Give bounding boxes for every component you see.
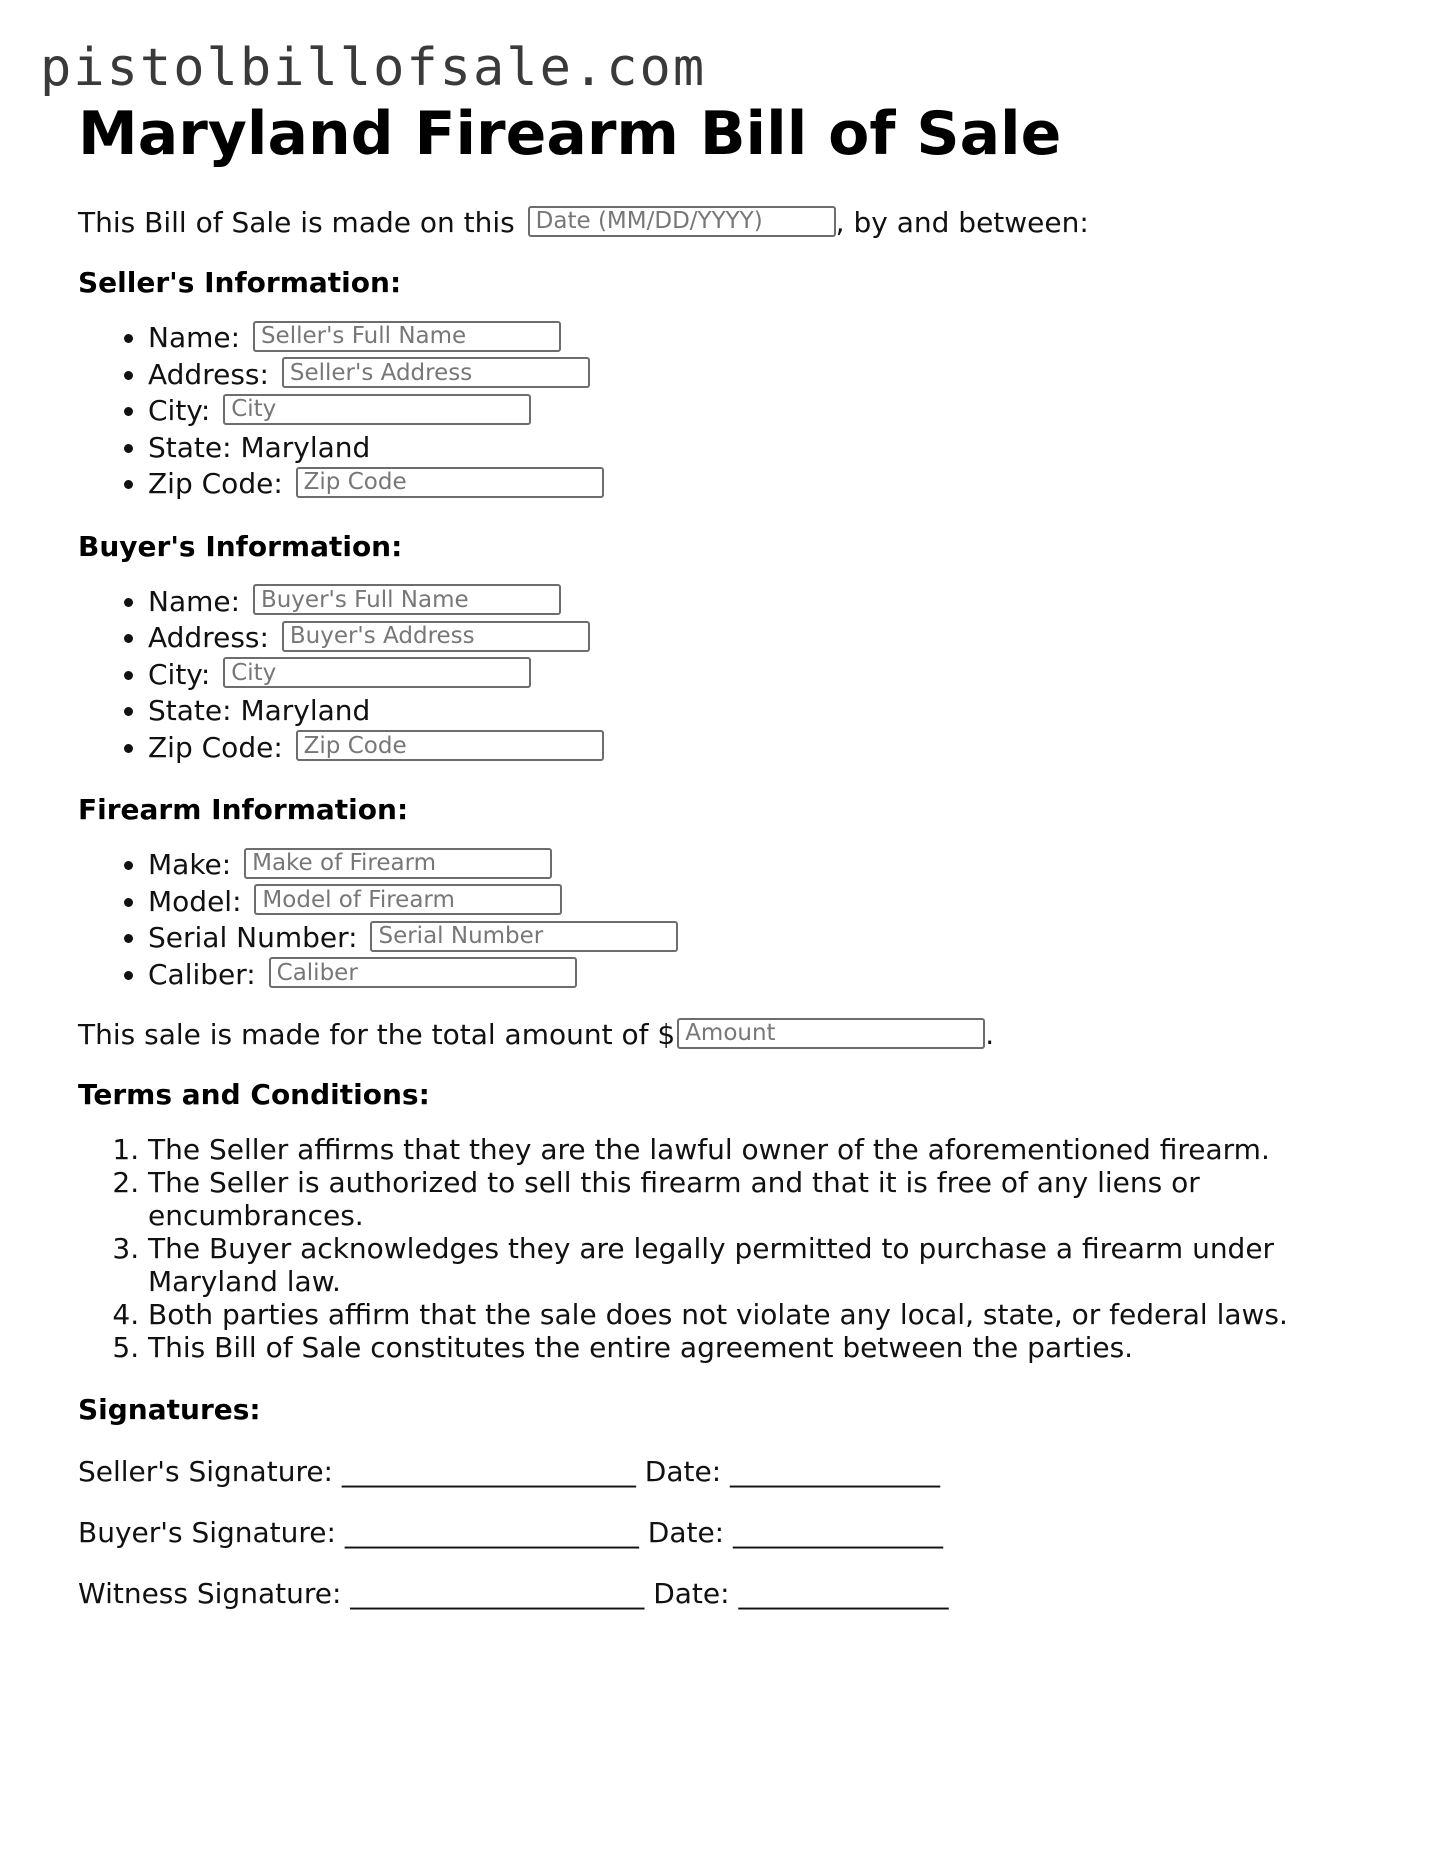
amount-prefix: This sale is made for the total amount of $ — [78, 1018, 676, 1051]
seller-address-input[interactable] — [282, 357, 590, 388]
buyer-zip-item — [148, 730, 1378, 767]
buyer-zip-input[interactable] — [296, 730, 604, 761]
buyer-name-item — [148, 584, 1378, 621]
firearm-serial-item — [148, 920, 1378, 957]
intro-line — [78, 203, 1378, 243]
amount-suffix: . — [985, 1018, 995, 1051]
seller-fields-list — [78, 320, 1378, 503]
terms-heading: Terms and Conditions: — [78, 1078, 430, 1111]
seller-signature-line: Seller's Signature: _____________________ Date: _______________ — [78, 1455, 941, 1488]
buyer-zip-label: Zip Code: — [148, 730, 283, 764]
seller-name-input[interactable] — [253, 321, 561, 352]
firearm-model-item — [148, 884, 1378, 921]
firearm-heading: Firearm Information: — [78, 793, 409, 826]
firearm-caliber-label: Caliber: — [148, 957, 256, 991]
seller-zip-input[interactable] — [296, 467, 604, 498]
intro-prefix: This Bill of Sale is made on this — [78, 206, 515, 239]
buyer-signature-line: Buyer's Signature: _____________________ Date: _______________ — [78, 1516, 944, 1549]
firearm-caliber-item — [148, 957, 1378, 994]
firearm-make-item — [148, 847, 1378, 884]
buyer-fields-list — [78, 584, 1378, 767]
terms-item: 2. The Seller is authorized to sell this firearm and that it is free of any liens or encumbrances. — [148, 1166, 1378, 1232]
firearm-make-label: Make: — [148, 848, 232, 881]
seller-city-label: City: — [148, 394, 211, 427]
terms-item: 3. The Buyer acknowledges they are legally permitted to purchase a firearm under Maryland law. — [148, 1232, 1378, 1298]
buyer-city-input[interactable] — [223, 657, 531, 688]
seller-name-label: Name: — [148, 321, 241, 354]
buyer-state-item: • State: Maryland — [148, 693, 1378, 730]
sale-date-input[interactable] — [528, 206, 836, 237]
intro-suffix: , by and between: — [835, 206, 1089, 239]
seller-zip-item — [148, 466, 1378, 503]
buyer-name-input[interactable] — [253, 584, 561, 615]
bill-of-sale-document — [78, 100, 1378, 1614]
seller-zip-label: Zip Code: — [148, 467, 283, 500]
terms-list — [78, 1133, 1378, 1364]
terms-item: 1. The Seller affirms that they are the lawful owner of the aforementioned firearm. — [148, 1133, 1378, 1166]
terms-item: 4. Both parties affirm that the sale does not violate any local, state, or federal laws. — [148, 1298, 1378, 1331]
buyer-city-item — [148, 657, 1378, 694]
firearm-caliber-input[interactable] — [269, 957, 577, 988]
seller-name-item — [148, 320, 1378, 357]
buyer-address-label: Address: — [148, 621, 269, 654]
buyer-heading: Buyer's Information: — [78, 529, 403, 563]
amount-line — [78, 1015, 1378, 1055]
buyer-address-input[interactable] — [282, 621, 590, 652]
seller-heading: Seller's Information: — [78, 266, 402, 299]
seller-city-item — [148, 393, 1378, 430]
firearm-serial-input[interactable] — [370, 921, 678, 952]
site-watermark: pistolbillofsale.com — [40, 38, 707, 98]
buyer-city-label: City: — [148, 657, 211, 691]
terms-item: 5. This Bill of Sale constitutes the entire agreement between the parties. — [148, 1331, 1378, 1364]
sale-amount-input[interactable] — [677, 1018, 985, 1049]
firearm-make-input[interactable] — [244, 848, 552, 879]
buyer-address-item — [148, 620, 1378, 657]
firearm-serial-label: Serial Number: — [148, 921, 358, 954]
witness-signature-line: Witness Signature: _____________________ Date: _______________ — [78, 1577, 949, 1610]
seller-address-label: Address: — [148, 357, 269, 391]
firearm-model-label: Model: — [148, 884, 242, 918]
page-title: Maryland Firearm Bill of Sale — [78, 99, 1062, 169]
firearm-fields-list — [78, 847, 1378, 993]
buyer-name-label: Name: — [148, 584, 241, 618]
firearm-model-input[interactable] — [254, 884, 562, 915]
seller-city-input[interactable] — [223, 394, 531, 425]
seller-address-item — [148, 357, 1378, 394]
seller-state-item: • State: Maryland — [148, 430, 1378, 467]
signatures-heading: Signatures: — [78, 1393, 261, 1426]
